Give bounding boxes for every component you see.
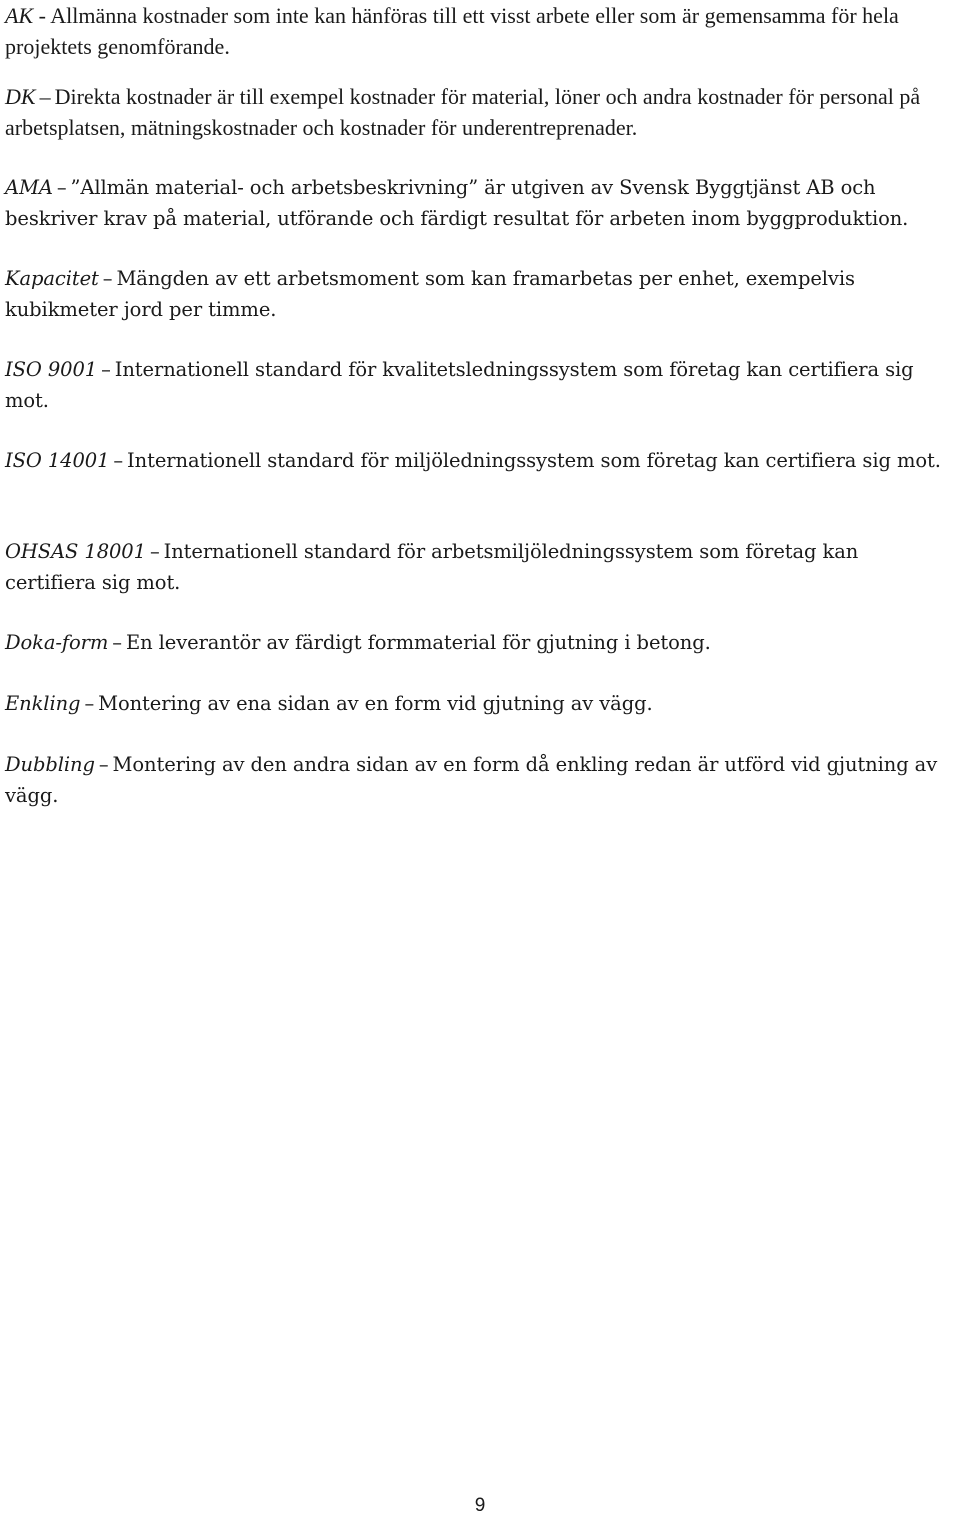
glossary-separator: – (84, 692, 95, 715)
glossary-separator: – (98, 753, 109, 776)
glossary-separator: – (113, 449, 124, 472)
glossary-entry-ama (5, 172, 955, 234)
glossary-term: ISO 14001 (5, 449, 110, 472)
glossary-term: Kapacitet (5, 267, 99, 290)
glossary-entry-kapacitet (5, 263, 955, 325)
glossary-definition: Montering av ena sidan av en form vid gjutning av vägg. (98, 692, 653, 715)
glossary-entry-ohsas-18001 (5, 536, 955, 598)
glossary-separator: – (56, 176, 67, 199)
glossary-term: Enkling (5, 692, 81, 715)
glossary-entry-ak (5, 0, 955, 62)
glossary-definition: Internationell standard för miljöledningssystem som företag kan certifiera sig mot. (127, 449, 941, 472)
glossary-term: Doka-form (5, 631, 109, 654)
glossary-definition: Internationell standard för kvalitetsledningssystem som företag kan certifiera sig mot. (5, 358, 914, 412)
glossary-separator: – (101, 358, 111, 381)
glossary-separator: – (112, 631, 122, 654)
glossary-separator: – (149, 540, 160, 563)
glossary-definition: Allmänna kostnader som inte kan hänföras till ett visst arbete eller som är gemensamma för hela projektets genomförande. (5, 3, 899, 59)
glossary-separator: - (38, 3, 46, 28)
glossary-term: ISO 9001 (5, 358, 98, 381)
glossary-entry-dk (5, 81, 955, 143)
glossary-entry-enkling (5, 688, 955, 719)
glossary-term: OHSAS 18001 (5, 540, 146, 563)
glossary-term: Dubbling (5, 753, 95, 776)
glossary-definition: Montering av den andra sidan av en form då enkling redan är utförd vid gjutning av vägg. (5, 753, 938, 807)
glossary-definition: Mängden av ett arbetsmoment som kan framarbetas per enhet, exempelvis kubikmeter jord per timme. (5, 267, 855, 321)
glossary-entry-iso-14001 (5, 445, 955, 476)
glossary-definition: ”Allmän material- och arbetsbeskrivning” är utgiven av Svensk Byggtjänst AB och beskriver krav på material, utförande och färdigt resultat för arbeten inom byggproduktion. (5, 176, 909, 230)
glossary-term: DK (5, 84, 36, 109)
glossary-term: AMA (5, 176, 53, 199)
glossary-definition: Direkta kostnader är till exempel kostnader för material, löner och andra kostnader för personal på arbetsplatsen, mätningskostnader och kostnader för underentreprenader. (5, 84, 921, 140)
glossary-definition: Internationell standard för arbetsmiljöledningssystem som företag kan certifiera sig mot. (5, 540, 859, 594)
glossary-term: AK (5, 3, 34, 28)
glossary-separator: – (102, 267, 113, 290)
glossary-entry-iso-9001 (5, 354, 955, 416)
glossary-entry-doka-form (5, 627, 955, 658)
glossary-separator: – (39, 84, 51, 109)
glossary-entry-dubbling (5, 749, 955, 811)
glossary-definition: En leverantör av färdigt formmaterial för gjutning i betong. (125, 631, 711, 654)
page-number: 9 (474, 1495, 486, 1516)
